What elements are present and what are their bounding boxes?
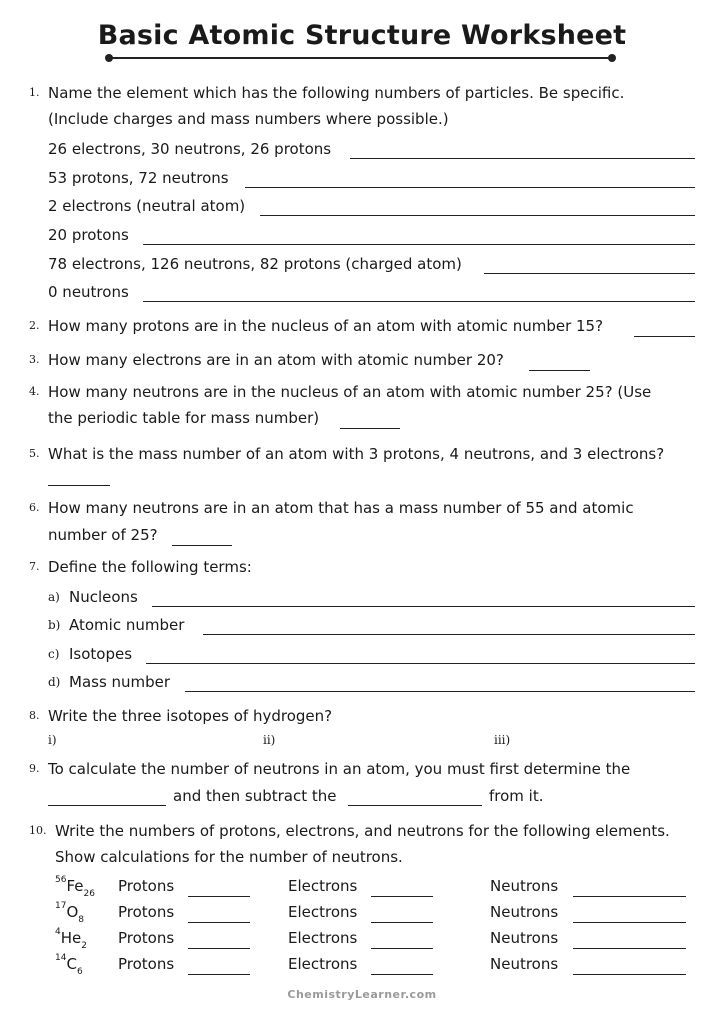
question-10-text: Write the numbers of protons, electrons, and neutrons for the following elements. bbox=[55, 822, 670, 840]
answer-line[interactable] bbox=[371, 948, 433, 949]
answer-line[interactable] bbox=[350, 158, 695, 159]
isotope-symbol: $^4He_2$ bbox=[55, 927, 87, 951]
answer-line[interactable] bbox=[172, 545, 232, 546]
neutrons-label: Neutrons bbox=[490, 929, 559, 947]
protons-label: Protons bbox=[118, 877, 175, 895]
option-label: i) bbox=[48, 733, 57, 747]
question-9-end-text: from it. bbox=[489, 787, 544, 805]
question-10-text-line2: Show calculations for the number of neutrons. bbox=[55, 848, 403, 866]
answer-line[interactable] bbox=[573, 922, 686, 923]
electrons-label: Electrons bbox=[288, 877, 358, 895]
question-7-number: 7. bbox=[29, 560, 40, 573]
footer-watermark: ChemistryLearner.com bbox=[287, 988, 437, 1001]
term-label: Isotopes bbox=[69, 645, 133, 663]
answer-line[interactable] bbox=[634, 336, 695, 337]
answer-line[interactable] bbox=[371, 896, 433, 897]
answer-line[interactable] bbox=[260, 215, 695, 216]
question-8-number: 8. bbox=[29, 709, 40, 722]
question-3-number: 3. bbox=[29, 353, 40, 366]
neutrons-label: Neutrons bbox=[490, 903, 559, 921]
answer-line[interactable] bbox=[185, 691, 695, 692]
answer-line[interactable] bbox=[348, 805, 482, 806]
question-2-text: How many protons are in the nucleus of an atom with atomic number 15? bbox=[48, 317, 604, 335]
term-letter: c) bbox=[48, 647, 60, 661]
answer-line[interactable] bbox=[48, 805, 166, 806]
term-letter: b) bbox=[48, 618, 61, 632]
question-1-number: 1. bbox=[29, 86, 40, 99]
question-5-text: What is the mass number of an atom with 3 protons, 4 neutrons, and 3 electrons? bbox=[48, 445, 665, 463]
question-3-text: How many electrons are in an atom with atomic number 20? bbox=[48, 351, 504, 369]
question-5-number: 5. bbox=[29, 447, 40, 460]
answer-line[interactable] bbox=[188, 948, 250, 949]
question-1-text-line2: (Include charges and mass numbers where possible.) bbox=[48, 110, 449, 128]
title-underline-left-dot bbox=[105, 54, 113, 62]
question-1-text: Name the element which has the following numbers of particles. Be specific. bbox=[48, 84, 625, 102]
protons-label: Protons bbox=[118, 929, 175, 947]
protons-label: Protons bbox=[118, 903, 175, 921]
answer-line[interactable] bbox=[188, 974, 250, 975]
title-underline-right-dot bbox=[608, 54, 616, 62]
protons-label: Protons bbox=[118, 955, 175, 973]
question-6-text-line2: number of 25? bbox=[48, 526, 158, 544]
answer-line[interactable] bbox=[143, 244, 695, 245]
question-1-item: 78 electrons, 126 neutrons, 82 protons (charged atom) bbox=[48, 255, 462, 273]
question-10-number: 10. bbox=[29, 824, 47, 837]
question-7-text: Define the following terms: bbox=[48, 558, 252, 576]
answer-line[interactable] bbox=[484, 273, 695, 274]
answer-line[interactable] bbox=[143, 301, 695, 302]
option-label: iii) bbox=[494, 733, 511, 747]
answer-line[interactable] bbox=[245, 187, 695, 188]
answer-line[interactable] bbox=[188, 896, 250, 897]
question-9-mid-text: and then subtract the bbox=[173, 787, 337, 805]
question-4-text-line2: the periodic table for mass number) bbox=[48, 409, 320, 427]
isotope-symbol: $^{14}C_6$ bbox=[55, 953, 83, 977]
option-label: ii) bbox=[263, 733, 276, 747]
title-underline bbox=[109, 57, 612, 59]
question-4-number: 4. bbox=[29, 385, 40, 398]
answer-line[interactable] bbox=[203, 634, 695, 635]
answer-line[interactable] bbox=[152, 606, 695, 607]
term-label: Atomic number bbox=[69, 616, 185, 634]
term-letter: a) bbox=[48, 590, 60, 604]
question-4-text: How many neutrons are in the nucleus of an atom with atomic number 25? (Use bbox=[48, 383, 652, 401]
term-letter: d) bbox=[48, 675, 61, 689]
question-1-item: 20 protons bbox=[48, 226, 129, 244]
answer-line[interactable] bbox=[48, 485, 110, 486]
page-title: Basic Atomic Structure Worksheet bbox=[97, 20, 627, 51]
electrons-label: Electrons bbox=[288, 903, 358, 921]
question-6-text: How many neutrons are in an atom that has a mass number of 55 and atomic bbox=[48, 499, 634, 517]
question-9-number: 9. bbox=[29, 762, 40, 775]
question-1-item: 2 electrons (neutral atom) bbox=[48, 197, 246, 215]
question-2-number: 2. bbox=[29, 319, 40, 332]
isotope-symbol: $^{17}O_8$ bbox=[55, 901, 84, 925]
answer-line[interactable] bbox=[573, 974, 686, 975]
term-label: Nucleons bbox=[69, 588, 138, 606]
answer-line[interactable] bbox=[188, 922, 250, 923]
question-6-number: 6. bbox=[29, 501, 40, 514]
electrons-label: Electrons bbox=[288, 955, 358, 973]
question-9-text: To calculate the number of neutrons in an atom, you must first determine the bbox=[48, 760, 631, 778]
answer-line[interactable] bbox=[371, 922, 433, 923]
question-1-item: 26 electrons, 30 neutrons, 26 protons bbox=[48, 140, 332, 158]
term-label: Mass number bbox=[69, 673, 171, 691]
answer-line[interactable] bbox=[146, 663, 695, 664]
question-1-item: 53 protons, 72 neutrons bbox=[48, 169, 229, 187]
answer-line[interactable] bbox=[371, 974, 433, 975]
answer-line[interactable] bbox=[340, 428, 400, 429]
neutrons-label: Neutrons bbox=[490, 955, 559, 973]
question-8-text: Write the three isotopes of hydrogen? bbox=[48, 707, 333, 725]
electrons-label: Electrons bbox=[288, 929, 358, 947]
question-1-item: 0 neutrons bbox=[48, 283, 129, 301]
answer-line[interactable] bbox=[529, 370, 590, 371]
isotope-symbol: $^{56}Fe_{26}$ bbox=[55, 875, 95, 899]
neutrons-label: Neutrons bbox=[490, 877, 559, 895]
answer-line[interactable] bbox=[573, 948, 686, 949]
answer-line[interactable] bbox=[573, 896, 686, 897]
